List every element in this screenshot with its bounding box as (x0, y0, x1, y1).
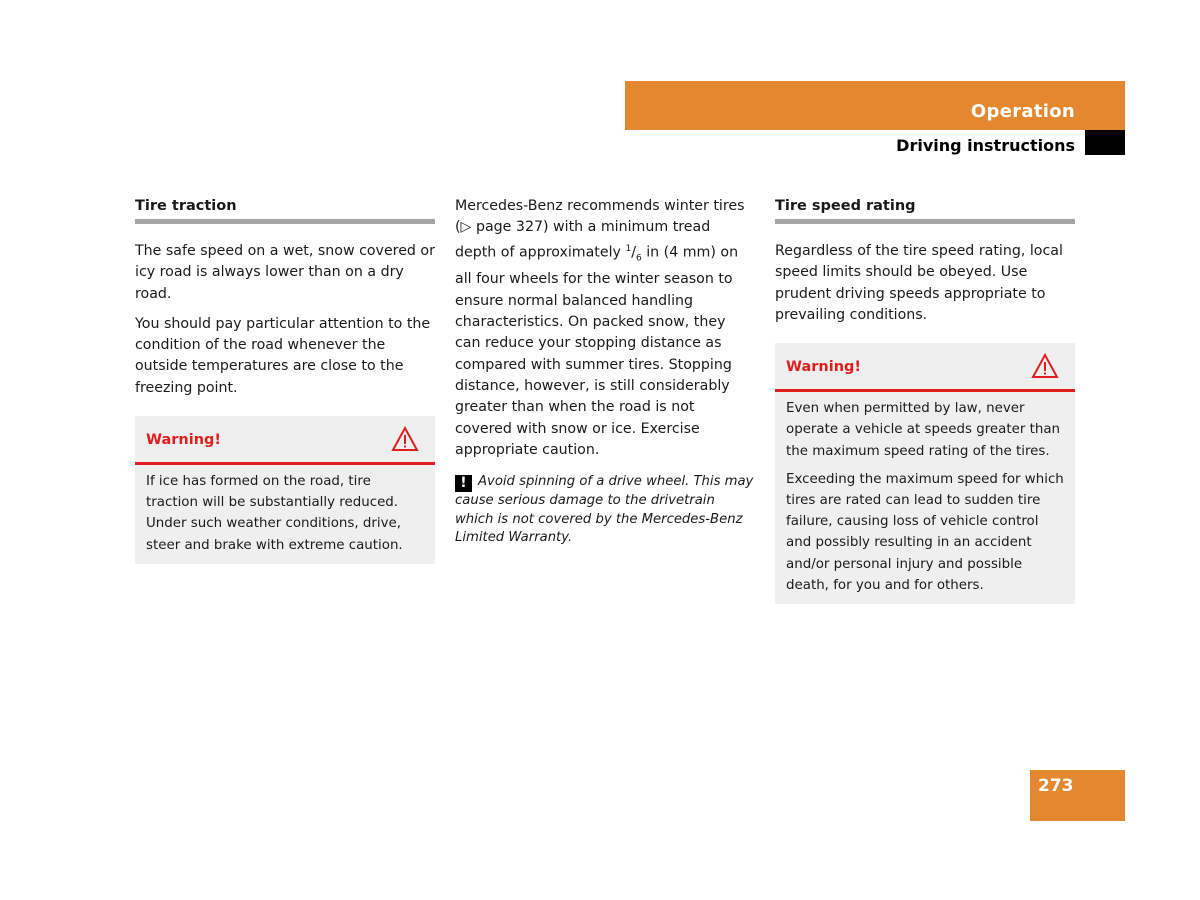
warning-text: Even when permitted by law, never operate a vehicle at speeds greater than the maximum speed rating of the tires. (786, 401, 1061, 459)
warning-body (135, 465, 435, 564)
tire-traction-heading: Tire traction (135, 196, 435, 224)
chapter-header-bar (625, 81, 1125, 130)
page-reference-arrow-icon: ▷ (460, 219, 472, 236)
paragraph: Regardless of the tire speed rating, local speed limits should be obeyed. Use prudent driving speeds appropriate to prevailing conditions. (775, 243, 1063, 323)
page-number: 273 (1038, 776, 1074, 796)
warning-header (135, 416, 435, 465)
warning-box (775, 343, 1075, 604)
warning-header (775, 343, 1075, 392)
fraction-numerator: 1 (625, 243, 632, 254)
chapter-title: Operation (970, 101, 1075, 122)
section-title: Driving instructions (896, 136, 1075, 155)
page-reference-link[interactable]: page 327) with a minimum tread depth of approximately (455, 219, 711, 261)
text: in (4 mm) on all four wheels for the winter season to ensure normal balanced handling characteristics. On packed snow, they can reduce your stopping distance as compared with summer tires. Stopping distance, however, is still considerably greater than when the road is not covered with snow or ice. Exercise appropriate caution. (455, 244, 739, 458)
section-tab-marker (1085, 130, 1125, 155)
winter-tires-paragraph: Mercedes-Benz recommends winter tires (▷ page 327) with a minimum tread depth of approximately $^1/_6$ in (4 mm) on all four wheels for the winter season to ensure normal balanced handling characteristics. On packed snow, they can reduce your stopping distance as compared with summer tires. Stopping distance, however, is still considerably greater than when the road is not covered with snow or ice. Exercise appropriate caution. (455, 198, 745, 458)
paragraph: The safe speed on a wet, snow covered or icy road is always lower than on a dry road. (135, 243, 435, 302)
warning-body (775, 392, 1075, 604)
tire-speed-rating-column (775, 196, 1075, 604)
warning-text: Exceeding the maximum speed for which tires are rated can lead to sudden tire failure, causing loss of vehicle control and possibly resulting in an accident and/or personal injury and possible death, for you and for others. (786, 471, 1064, 593)
caution-note (455, 473, 755, 548)
winter-tires-column (455, 196, 755, 548)
warning-triangle-icon (1031, 353, 1059, 379)
warning-triangle-icon (391, 426, 419, 452)
tire-traction-column (135, 196, 435, 564)
warning-text: If ice has formed on the road, tire traction will be substantially reduced. Under such weather conditions, drive, steer and brake with extreme caution. (146, 474, 403, 553)
caution-text: Avoid spinning of a drive wheel. This may cause serious damage to the drivetrain which is not covered by the Mercedes-Benz Limited Warranty. (455, 474, 754, 546)
warning-box (135, 416, 435, 564)
text: Mercedes-Benz recommends winter tires ( (455, 198, 745, 236)
fraction-denominator: 6 (635, 253, 642, 264)
warning-title: Warning! (786, 359, 862, 376)
warning-title: Warning! (146, 432, 222, 449)
tire-speed-rating-heading: Tire speed rating (775, 196, 1075, 224)
exclamation-icon: ! (455, 475, 472, 492)
page-number-box (1030, 770, 1125, 821)
paragraph: You should pay particular attention to the condition of the road whenever the outside temperatures are close to the freezing point. (135, 315, 431, 396)
